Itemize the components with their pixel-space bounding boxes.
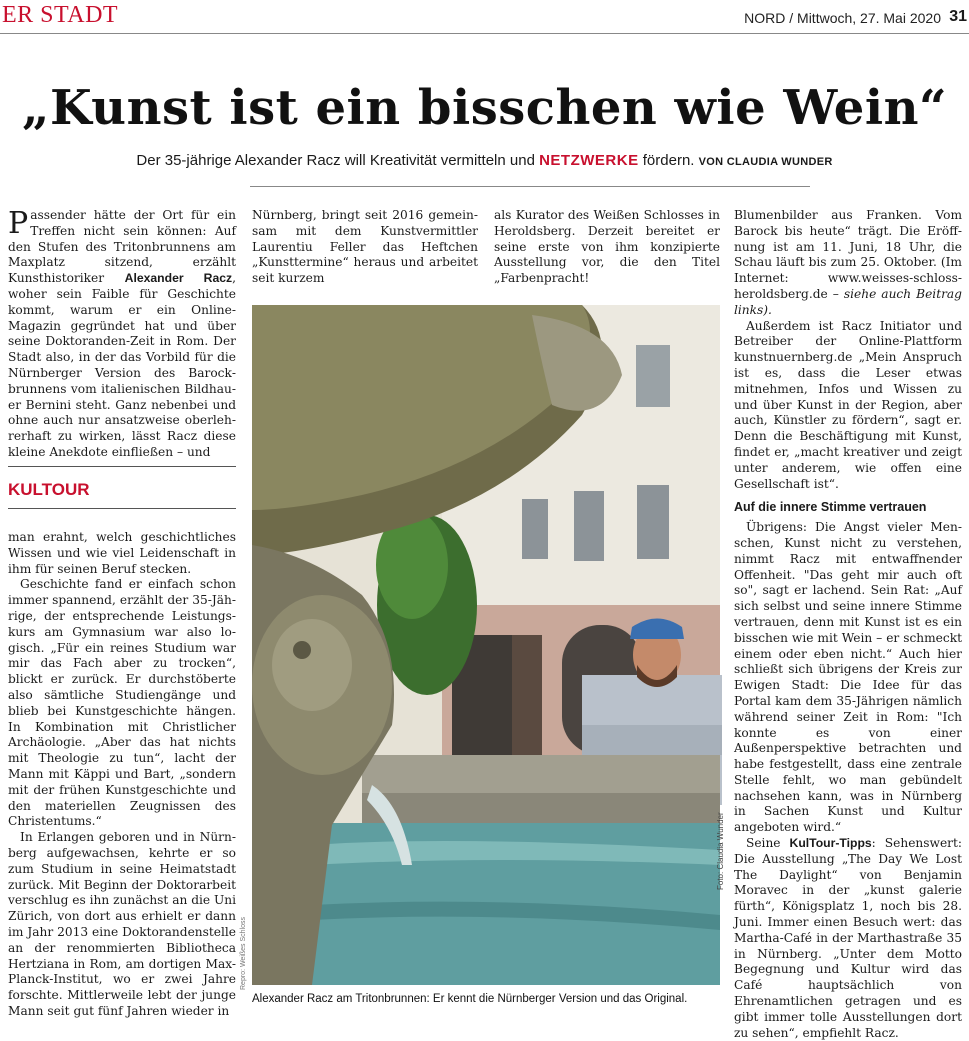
paragraph: In Erlangen geboren und in Nürnberg aufgewachsen, kehrte er so zum Studium in seine Heimatstadt zurück. Mit Beginn der Doktorarbeit verschlug es ihn zunächst an die Uni Zürich, von dort aus erhielt er dann im Jahr 2013 eine Doktorandenstelle an der renommierten Bibliotheca Hertziana in Rom, am dortigen Max-Planck-Institut, wo er zwei Jahre forschte. Mittlerweile lebt der junge Mann seit gut fünf Jahren wieder in [8,830,236,1018]
column-4 [734,208,962,1041]
page-header [0,0,969,34]
paragraph: Nürnberg, bringt seit 2016 gemeinsam mit dem Kunstvermittler Laurentiu Feller das Heftchen „Kunsttermine“ heraus und arbeitet seit kurzem [252,208,478,286]
paragraph [734,208,962,319]
column-1-continued [8,530,236,1020]
subhead-highlight: NETZWERKE [539,152,639,169]
page-number: 31 [949,8,967,25]
photo-credit: Foto: Claudia Wunder [716,812,725,890]
column-3 [494,208,720,287]
text: assender hätte der Ort für ein Treffen nicht sein können: Auf den Stufen des Tritonbrunnens am Maxplatz sitzend, erzählt Kunsthistoriker [8,208,236,286]
cross-reference: siehe auch Beitrag links). [734,286,962,317]
photo-illustration [252,305,720,985]
section-label: ER STADT [2,2,119,28]
divider [8,508,236,509]
paragraph: als Kurator des Weißen Schlosses in Heroldsberg. Derzeit bereitet er seine erste von ihm konzipierte Ausstellung vor, die den Titel „Farbenpracht! [494,208,720,286]
text: , woher sein Faible für Geschichte kommt, warum er ein Online-Magazin gegründet hat und über seine Doktoranden-Zeit in Rom. Der Stadt also, in der das Vorbild für die Nürnberger Version des Barockbrunnens vom italienischen Bildhauer Bernini steht. Ganz nebenbei und ohne auch nur ansatzweise oberlehrerhaft zu wirken, lässt Racz diese kleine Anekdote einfließen – und [8,271,236,459]
paragraph: Geschichte fand er einfach schon immer spannend, erzählt der 35-Jährige, der entsprechende Leistungskurs am Gymnasium war also logisch. „Für ein reines Studium war mir das Fach aber zu trocken“, blickt er zurück. Er durchstöberte also sämtliche Studiengänge und blieb bei Kunstgeschichte hängen. In Kombination mit Christlicher Archäologie. „Aber das hat nichts mit Theologie zu tun“, lacht der Mann mit Käppi und Bart, „sondern mit der frühen Kunstgeschichte und den materiellen Zeugnissen des Christentums.“ [8,577,236,829]
paragraph [734,836,962,1041]
author-byline: VON CLAUDIA WUNDER [698,156,833,168]
headline: „Kunst ist ein bisschen wie Wein“ [21,80,948,136]
subhead-text-a: Der 35-jährige Alexander Racz will Kreativität vermitteln und [136,152,540,169]
kultour-label: KULTOUR [8,480,90,499]
divider [8,466,236,467]
drop-cap: P [8,206,29,241]
dateline: NORD / Mittwoch, 27. Mai 2020 [744,10,941,26]
paragraph: Übrigens: Die Angst vieler Menschen, Kunst nicht zu verstehen, nimmt Racz mit entwaffnender Offenheit. "Das geht mir auch oft so", sagt er lachend. Sein Rat: „Auf sich selbst und seine innere Stimme vertrauen, denn mit Kunst ist es ein bisschen wie mit Wein – er schmeckt einem oder eben nicht.“ Auch hier schließt sich übrigens der Kreis zur Ewigen Stadt: Die Idee für das Portal kam dem 35-Jährigen nämlich während seiner Zeit in Rom: "Ich konnte es von einer Außenperspektive betrachten und habe festgestellt, dass eine zentrale Stelle fehlt, wo man gebündelt nachsehen kann, was in Nürnberg in Sachen Kunst und Kultur angeboten wird.“ [734,520,962,835]
photo-caption: Alexander Racz am Tritonbrunnen: Er kennt die Nürnberger Version und das Original. [252,993,688,1005]
subheading: Auf die innere Stimme vertrauen [734,500,927,515]
column-1 [8,208,236,461]
column-2 [252,208,478,287]
text: Seine [746,836,790,851]
paragraph: man erahnt, welch geschichtliches Wissen und wie viel Leidenschaft in ihm für seinen Beruf stecken. [8,530,236,576]
text: Blumenbilder aus Franken. Vom Barock bis heute“ trägt. Die Eröffnung ist am 11. Juni, 18 Uhr, die Schau läuft bis zum 25. Oktober. (Im Internet: www.weisses-schlossheroldsberg.de – [734,208,962,301]
subhead-text-b: fördern. [638,152,695,169]
divider [250,186,810,187]
article-photo [252,305,720,985]
repro-credit: Repro: Weißes Schloss [240,916,247,990]
text: : Sehenswert: Die Ausstellung „The Day We Lost The Daylight“ von Benjamin Moravec in der „kunst galerie fürth“, Königsplatz 1, noch bis 28. Juni. Immer einen Besuch wert: das Martha-Café in der Marthastraße 35 in Nürnberg. „Unter dem Motto Begegnung und Kultur wird das Café hauptsächlich von Ehrenamtlichen getragen und es gibt immer tolle Ausstellungen dort zu sehen“, empfiehlt Racz. [734,836,962,1040]
paragraph: Außerdem ist Racz Initiator und Betreiber der Online-Plattform kunstnuernberg.de „Mein Anspruch ist es, dass die Leser etwas mitnehmen, Infos und Wissen zu und über Kunst in der Region, aber auch, Künstler zu fördern“, sagt er. Denn die Beschäftigung mit Kunst, findet er, „macht kreativer und zeigt unter anderem, wie offen eine Gesellschaft ist“. [734,318,962,491]
tips-label: KulTour-Tipps [789,836,872,851]
person-name: Alexander Racz [124,271,233,286]
paragraph [8,208,236,461]
subhead [0,152,969,169]
